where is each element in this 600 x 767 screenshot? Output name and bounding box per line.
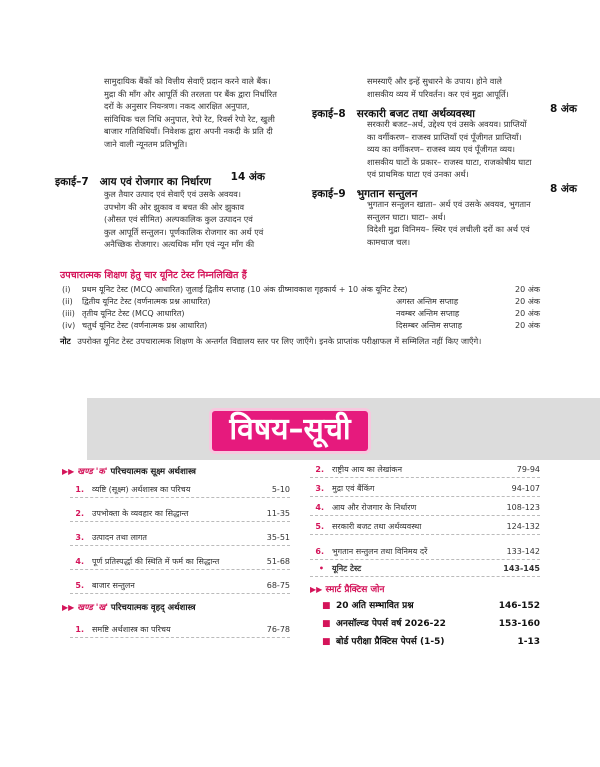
unit-test-row bbox=[62, 296, 540, 307]
text-line: समस्याएँ और इन्हें सुधारने के उपाय। होने वाले bbox=[367, 76, 502, 86]
toc-title-text: सरकारी बजट तथा अर्थव्यवस्था bbox=[332, 522, 422, 531]
smart-zone-item[interactable] bbox=[322, 617, 540, 632]
text-line: विदेशी मुद्रा विनिमय– स्थिर एवं लचीली दरों का अर्थ एवं bbox=[367, 224, 530, 235]
toc-num: 3. bbox=[315, 484, 324, 493]
unit-test-num: (iii) bbox=[62, 309, 75, 318]
toc-title-text: समष्टि अर्थशास्त्र का परिचय bbox=[92, 625, 171, 634]
unit-test-name: तृतीय यूनिट टेस्ट (MCQ आधारित) bbox=[82, 309, 185, 318]
toc-title-text: यूनिट टेस्ट bbox=[332, 564, 362, 573]
unit-test-when: नवम्बर अन्तिम सप्ताह bbox=[396, 309, 460, 318]
unit-test-num: (ii) bbox=[62, 297, 73, 306]
text-line: सरकारी बजट–अर्थ, उद्देश्य एवं उसके अवयव। प्राप्तियों bbox=[367, 119, 527, 129]
toc-row[interactable] bbox=[70, 554, 290, 570]
toc-row[interactable] bbox=[310, 462, 540, 478]
toc-row[interactable] bbox=[70, 530, 290, 546]
unit-test-marks: 20 अंक bbox=[515, 285, 540, 294]
text-line: सांविधिक चल निधि अनुपात, रेपो रेट, रिवर्स रेपो रेट, खुली bbox=[104, 113, 275, 124]
note-label: नोट bbox=[60, 336, 71, 346]
text-line: बाजार गतिविधियाँ। निवेशक द्वारा अपनी नकदी के प्रति दी bbox=[104, 126, 273, 137]
text-line: शासकीय घाटों के प्रकार– राजस्व घाटा, राजकोषीय घाटा bbox=[367, 156, 532, 167]
bullet-icon: ■ bbox=[322, 619, 331, 629]
toc-row[interactable] bbox=[310, 500, 540, 516]
unit-marks: 14 अंक bbox=[230, 171, 265, 183]
text-line: शासकीय व्यय में परिवर्तन। कर एवं मुद्रा आपूर्ति। bbox=[367, 88, 509, 99]
smart-item-title: 20 अति सम्भावित प्रश्न bbox=[336, 601, 414, 611]
toc-title-text: पूर्ण प्रतिस्पर्द्धा की स्थिति में फर्म का सिद्धान्त bbox=[92, 557, 220, 566]
smart-item-pages: 146-152 bbox=[498, 601, 540, 611]
toc-pages: 76-78 bbox=[266, 625, 290, 634]
text-line: कुल आपूर्ति सन्तुलन। पूर्णकालिक रोजगार का अर्थ एवं bbox=[104, 226, 264, 237]
text-line: सामुदायिक बैंकों को वित्तीय सेवाएँ प्रदान करने वाले बैंक। bbox=[104, 76, 271, 86]
toc-row[interactable] bbox=[70, 578, 290, 594]
smart-item-pages: 153-160 bbox=[498, 619, 540, 629]
toc-row[interactable] bbox=[70, 622, 290, 638]
toc-num: 3. bbox=[75, 533, 84, 542]
toc-pages: 11-35 bbox=[266, 509, 290, 518]
section-label: खण्ड 'क' bbox=[77, 467, 108, 477]
toc-title-text: मुद्रा एवं बैंकिंग bbox=[332, 484, 375, 493]
toc-row[interactable] bbox=[310, 481, 540, 497]
toc-num: 1. bbox=[75, 625, 84, 634]
toc-pages: 79-94 bbox=[516, 465, 540, 474]
unit-test-when: दिसम्बर अन्तिम सप्ताह bbox=[396, 321, 462, 330]
text-line: भुगतान सन्तुलन खाता– अर्थ एवं उसके अवयव, भुगतान bbox=[367, 199, 531, 209]
bullet-icon: ■ bbox=[322, 601, 331, 611]
toc-title-text: उपभोक्ता के व्यवहार का सिद्धान्त bbox=[92, 509, 189, 518]
unit-test-marks: 20 अंक bbox=[515, 297, 540, 306]
smart-zone-title: स्मार्ट प्रैक्टिस जोन bbox=[325, 585, 385, 595]
toc-row[interactable] bbox=[310, 519, 540, 535]
section-b-heading bbox=[62, 602, 196, 613]
text-line: जाने वाली न्यूनतम प्रतिभूति। bbox=[104, 138, 188, 149]
unit-test-row bbox=[62, 284, 540, 295]
unit-marks: 8 अंक bbox=[549, 183, 577, 195]
note bbox=[60, 335, 550, 347]
toc-pages: 94-107 bbox=[511, 484, 540, 493]
toc-title-text: व्यष्टि (सूक्ष्म) अर्थशास्त्र का परिचय bbox=[92, 485, 191, 494]
unit-9-header bbox=[312, 182, 577, 200]
unit-test-name: द्वितीय यूनिट टेस्ट (वर्णनात्मक प्रश्न आधारित) bbox=[82, 297, 211, 306]
toc-num: 2. bbox=[315, 465, 324, 474]
left-para-1 bbox=[104, 75, 314, 151]
smart-zone-heading bbox=[310, 582, 384, 595]
unit-label: इकाई–7 bbox=[55, 176, 89, 188]
text-line: कुल तैयार उत्पाद एवं सेवाएँ एवं उसके अवयव। bbox=[104, 189, 241, 199]
section-title: परिचयात्मक सूक्ष्म अर्थशास्त्र bbox=[110, 467, 196, 477]
text-line: अनैच्छिक रोजगार। अत्यधिक माँग एवं न्यून माँग की bbox=[104, 239, 255, 250]
text-line: दरों के अनुसार नियन्त्रण। नकद आरक्षित अनुपात, bbox=[104, 101, 250, 112]
unit-title: भुगतान सन्तुलन bbox=[356, 188, 418, 200]
toc-num: 5. bbox=[315, 522, 324, 531]
text-line: एवं प्राथमिक घाटा एवं उनका अर्थ। bbox=[367, 169, 469, 180]
bullet-icon: ■ bbox=[322, 637, 331, 647]
right-para-1 bbox=[367, 75, 577, 100]
unit-test-name: प्रथम यूनिट टेस्ट (MCQ आधारित) जुलाई द्वितीय सप्ताह (10 अंक ग्रीष्मावकाश गृहकार्य + 10 अंक यूनिट टेस्ट) bbox=[82, 285, 408, 294]
toc-pages: 68-75 bbox=[266, 581, 290, 590]
unit-title: आय एवं रोजगार का निर्धारण bbox=[99, 176, 211, 188]
section-label: खण्ड 'ख' bbox=[77, 603, 108, 613]
text-line: उपभोग की ओर झुकाव व बचत की ओर झुकाव bbox=[104, 201, 245, 212]
toc-num: • bbox=[318, 564, 324, 573]
left-para-2 bbox=[104, 188, 314, 251]
toc-title-text: भुगतान सन्तुलन तथा विनिमय दरें bbox=[332, 547, 428, 556]
unit-8-header bbox=[312, 102, 577, 120]
smart-item-title: बोर्ड परीक्षा प्रैक्टिस पेपर्स (1-5) bbox=[336, 637, 445, 647]
text-line: कामचाज चल। bbox=[367, 236, 411, 247]
unit-tests-heading: उपचारात्मक शिक्षण हेतु चार यूनिट टेस्ट निम्नलिखित हैं bbox=[60, 270, 247, 281]
toc-title-text: बाजार सन्तुलन bbox=[92, 581, 135, 590]
toc-pages: 143-145 bbox=[503, 564, 540, 573]
unit-test-when: अगस्त अन्तिम सप्ताह bbox=[396, 297, 459, 306]
toc-title-text: उत्पादन तथा लागत bbox=[92, 533, 147, 542]
text-line: (औसत एवं सीमित) अल्पकालिक कुल उत्पादन एवं bbox=[104, 214, 253, 225]
toc-num: 6. bbox=[315, 547, 324, 556]
toc-num: 2. bbox=[75, 509, 84, 518]
smart-zone-item[interactable] bbox=[322, 599, 540, 614]
toc-num: 4. bbox=[75, 557, 84, 566]
toc-pages: 108-123 bbox=[506, 503, 540, 512]
toc-pages: 124-132 bbox=[506, 522, 540, 531]
unit-test-marks: 20 अंक bbox=[515, 309, 540, 318]
unit-label: इकाई–8 bbox=[312, 108, 346, 120]
unit-label: इकाई–9 bbox=[312, 188, 346, 200]
toc-row[interactable] bbox=[310, 561, 540, 577]
toc-num: 1. bbox=[75, 485, 84, 494]
triangle-icon: ▶▶ bbox=[310, 585, 323, 594]
toc-pages: 133-142 bbox=[506, 547, 540, 556]
unit-7-header bbox=[55, 170, 315, 188]
text-line: सन्तुलन घाटा। घाटा– अर्थ। bbox=[367, 211, 446, 222]
section-title: परिचयात्मक वृहद् अर्थशास्त्र bbox=[110, 603, 196, 613]
unit-test-num: (i) bbox=[62, 285, 71, 294]
unit-test-row bbox=[62, 320, 540, 331]
toc-num: 4. bbox=[315, 503, 324, 512]
toc-pages: 35-51 bbox=[266, 533, 290, 542]
toc-row[interactable] bbox=[310, 544, 540, 560]
triangle-icon: ▶▶ bbox=[62, 467, 75, 476]
toc-row[interactable] bbox=[70, 506, 290, 522]
smart-item-title: अनसॉल्व्ड पेपर्स वर्ष 2026-22 bbox=[336, 619, 446, 629]
text-line: का वर्गीकरण– राजस्व प्राप्तियाँ एवं पूँजीगत प्राप्तियाँ। bbox=[367, 131, 522, 142]
unit-test-row bbox=[62, 308, 540, 319]
toc-title: विषय–सूची bbox=[209, 408, 371, 454]
toc-num: 5. bbox=[75, 581, 84, 590]
right-para-2 bbox=[367, 118, 577, 181]
note-text: उपरोक्त यूनिट टेस्ट उपचारात्मक शिक्षण के अन्तर्गत विद्यालय स्तर पर लिए जाएँगे। इनके प्राप्तांक परीक्षाफल में सम्मिलित नहीं किए जाएँगे। bbox=[77, 336, 482, 346]
toc-title-text: आय और रोजगार के निर्धारण bbox=[332, 503, 417, 512]
toc-title-text: राष्ट्रीय आय का लेखांकन bbox=[332, 465, 403, 474]
unit-title: सरकारी बजट तथा अर्थव्यवस्था bbox=[356, 108, 475, 120]
text-line: व्यय का वर्गीकरण– राजस्व व्यय एवं पूँजीगत व्यय। bbox=[367, 144, 516, 155]
right-para-3 bbox=[367, 198, 577, 248]
toc-pages: 51-68 bbox=[266, 557, 290, 566]
triangle-icon: ▶▶ bbox=[62, 603, 75, 612]
text-line: मुद्रा की माँग और आपूर्ति की तरलता पर बैंक द्वारा निर्धारित bbox=[104, 88, 277, 99]
smart-zone-item[interactable] bbox=[322, 635, 540, 650]
unit-test-name: चतुर्थ यूनिट टेस्ट (वर्णनात्मक प्रश्न आधारित) bbox=[82, 321, 208, 330]
unit-marks: 8 अंक bbox=[549, 103, 577, 115]
unit-test-num: (iv) bbox=[62, 321, 76, 330]
toc-row[interactable] bbox=[70, 482, 290, 498]
toc-pages: 5-10 bbox=[271, 485, 290, 494]
smart-item-pages: 1-13 bbox=[517, 637, 540, 647]
section-a-heading bbox=[62, 466, 196, 477]
unit-test-marks: 20 अंक bbox=[515, 321, 540, 330]
